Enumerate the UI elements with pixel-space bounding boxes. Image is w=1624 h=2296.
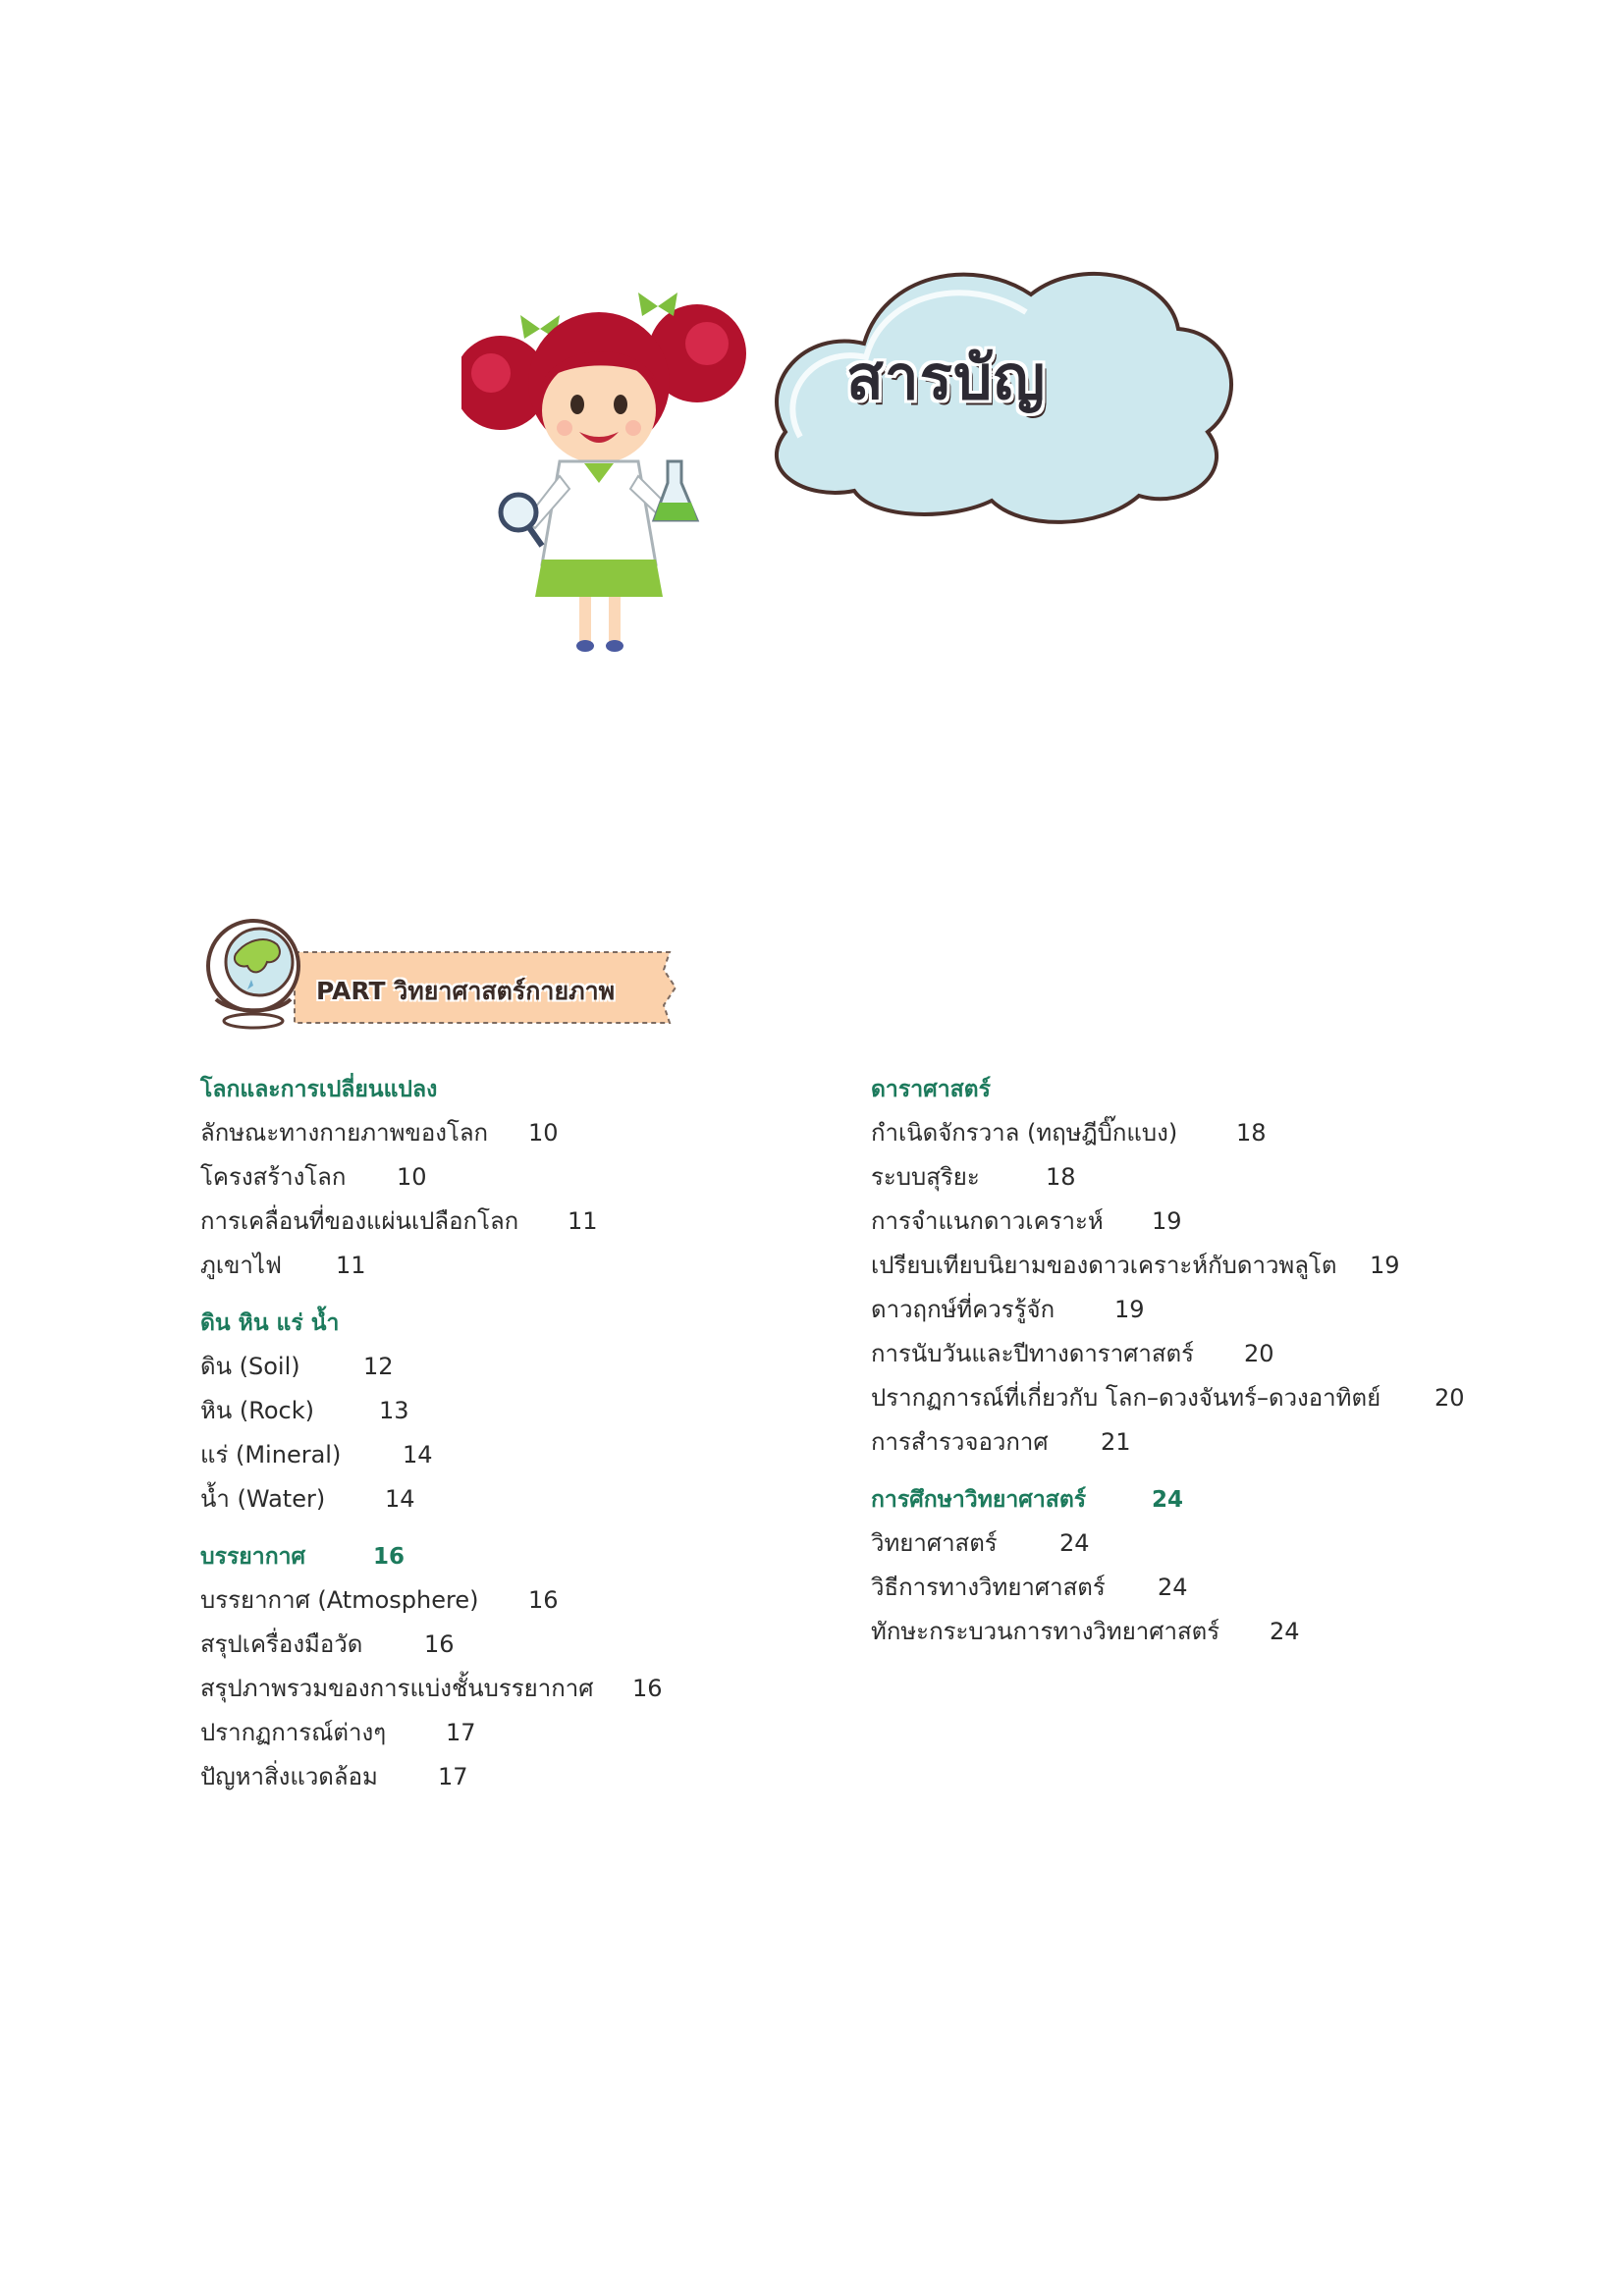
- toc-item-page: 24: [1059, 1529, 1090, 1557]
- section-heading: บรรยากาศ 16: [200, 1544, 406, 1570]
- toc-section: [871, 1068, 1597, 1465]
- toc-item-label: การจำแนกดาวเคราะห์: [871, 1207, 1104, 1235]
- toc-item-page: 21: [1101, 1428, 1131, 1456]
- toc-item[interactable]: [200, 1755, 789, 1799]
- toc-item-label: วิธีการทางวิทยาศาสตร์: [871, 1574, 1106, 1601]
- globe-icon: [208, 921, 298, 1028]
- toc-item-page: 10: [528, 1119, 559, 1147]
- toc-item[interactable]: [871, 1111, 1597, 1155]
- toc-item-label: ปรากฏการณ์ที่เกี่ยวกับ โลก–ดวงจันทร์–ดวงอาทิตย์: [871, 1384, 1381, 1412]
- cartoon-girl-scientist-illustration: [461, 293, 746, 652]
- toc-item-label: การเคลื่อนที่ของแผ่นเปลือกโลก: [200, 1207, 519, 1235]
- toc-item-page: 11: [336, 1252, 366, 1279]
- toc-left-column: [200, 1068, 789, 1813]
- toc-item-page: 18: [1236, 1119, 1267, 1147]
- toc-item-label: ระบบสุริยะ: [871, 1163, 980, 1191]
- toc-item-page: 24: [1270, 1618, 1300, 1645]
- toc-section: [200, 1535, 789, 1799]
- toc-item-page: 19: [1152, 1207, 1182, 1235]
- toc-item-page: 12: [363, 1353, 394, 1380]
- part-banner: [196, 905, 687, 1033]
- toc-item[interactable]: [200, 1623, 789, 1667]
- toc-item[interactable]: [871, 1376, 1597, 1420]
- toc-item[interactable]: [200, 1155, 789, 1200]
- toc-item[interactable]: [200, 1578, 789, 1623]
- toc-item-label: ลักษณะทางกายภาพของโลก: [200, 1119, 489, 1147]
- toc-item-label: ปรากฏการณ์ต่างๆ: [200, 1719, 387, 1746]
- toc-item-label: โครงสร้างโลก: [200, 1163, 347, 1191]
- toc-item-page: 19: [1114, 1296, 1145, 1323]
- toc-item[interactable]: [871, 1522, 1597, 1566]
- toc-item-label: ทักษะกระบวนการทางวิทยาศาสตร์: [871, 1618, 1220, 1645]
- toc-item-page: 20: [1435, 1384, 1465, 1412]
- header-illustration: [461, 236, 1247, 667]
- toc-item-page: 16: [528, 1586, 559, 1614]
- toc-item[interactable]: [200, 1345, 789, 1389]
- toc-item-page: 20: [1244, 1340, 1274, 1367]
- toc-item[interactable]: [871, 1200, 1597, 1244]
- page-title: สารบัญ: [846, 342, 1047, 413]
- toc-item-label: เปรียบเทียบนิยามของดาวเคราะห์กับดาวพลูโต: [871, 1252, 1337, 1279]
- toc-section: [200, 1302, 789, 1522]
- toc-item[interactable]: [871, 1288, 1597, 1332]
- toc-section: [871, 1478, 1597, 1654]
- toc-item[interactable]: [200, 1200, 789, 1244]
- toc-item-label: กำเนิดจักรวาล (ทฤษฎีบิ๊กแบง): [871, 1119, 1178, 1147]
- toc-item[interactable]: [200, 1667, 789, 1711]
- toc-item-label: สรุปเครื่องมือวัด: [200, 1630, 363, 1658]
- toc-item-label: ปัญหาสิ่งแวดล้อม: [200, 1763, 378, 1790]
- toc-item-label: สรุปภาพรวมของการแบ่งชั้นบรรยากาศ: [200, 1675, 594, 1702]
- toc-item-label: ภูเขาไฟ: [200, 1252, 282, 1279]
- toc-item-label: การนับวันและปีทางดาราศาสตร์: [871, 1340, 1195, 1367]
- toc-item[interactable]: [871, 1420, 1597, 1465]
- toc-item-label: ดาวฤกษ์ที่ควรรู้จัก: [871, 1296, 1056, 1323]
- toc-item-page: 14: [403, 1441, 433, 1468]
- section-heading: ดาราศาสตร์: [871, 1077, 991, 1102]
- toc-item-page: 16: [632, 1675, 663, 1702]
- toc-item[interactable]: [871, 1244, 1597, 1288]
- toc-item-page: 11: [568, 1207, 598, 1235]
- toc-item[interactable]: [871, 1332, 1597, 1376]
- toc-item-label: การสำรวจอวกาศ: [871, 1428, 1049, 1456]
- toc-item-page: 13: [379, 1397, 409, 1424]
- toc-item[interactable]: [200, 1244, 789, 1288]
- toc-item-page: 24: [1158, 1574, 1188, 1601]
- section-heading: การศึกษาวิทยาศาสตร์ 24: [871, 1487, 1184, 1513]
- toc-item-page: 14: [385, 1485, 415, 1513]
- toc-item-label: ดิน (Soil): [200, 1353, 300, 1380]
- toc-item-page: 10: [397, 1163, 427, 1191]
- toc-item-label: วิทยาศาสตร์: [871, 1529, 998, 1557]
- toc-item-page: 19: [1370, 1252, 1400, 1279]
- toc-item-page: 18: [1046, 1163, 1076, 1191]
- toc-item[interactable]: [200, 1711, 789, 1755]
- section-heading: โลกและการเปลี่ยนแปลง: [200, 1077, 438, 1102]
- toc-right-column: [871, 1068, 1597, 1668]
- toc-item[interactable]: [871, 1610, 1597, 1654]
- toc-item[interactable]: [200, 1433, 789, 1477]
- toc-item-label: หิน (Rock): [200, 1397, 314, 1424]
- toc-item-label: น้ำ (Water): [200, 1485, 326, 1513]
- toc-item[interactable]: [871, 1566, 1597, 1610]
- toc-item-page: 17: [446, 1719, 476, 1746]
- toc-item-label: บรรยากาศ (Atmosphere): [200, 1586, 479, 1614]
- toc-item-page: 16: [424, 1630, 455, 1658]
- toc-item[interactable]: [871, 1155, 1597, 1200]
- toc-section: [200, 1068, 789, 1288]
- toc-item-page: 17: [438, 1763, 468, 1790]
- toc-item-label: แร่ (Mineral): [200, 1441, 342, 1468]
- toc-item[interactable]: [200, 1477, 789, 1522]
- toc-item[interactable]: [200, 1389, 789, 1433]
- section-heading: ดิน หิน แร่ น้ำ: [200, 1310, 340, 1336]
- toc-item[interactable]: [200, 1111, 789, 1155]
- part-label: PART วิทยาศาสตร์กายภาพ: [316, 977, 616, 1005]
